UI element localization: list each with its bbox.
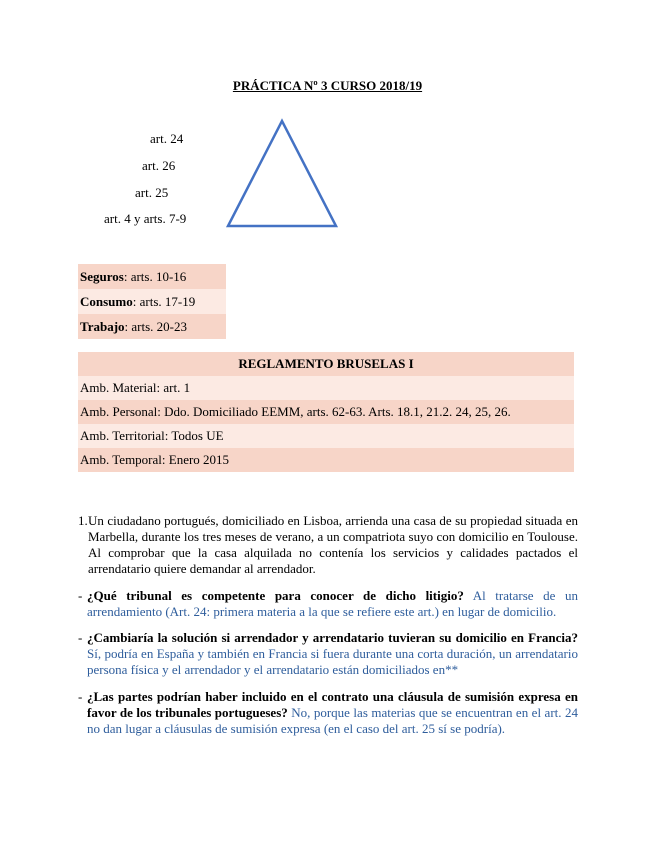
answer-text: No, porque las materias que se encuentran en el art. 24 no dan lugar a cláusulas de sumisión expresa (en el caso del art. 25 sí se podría). (87, 705, 578, 736)
regime-name: Consumo (80, 293, 133, 309)
bruselas-header: REGLAMENTO BRUSELAS I (78, 352, 574, 376)
question-text: ¿Cambiaría la solución si arrendador y arrendatario tuvieran su domicilio en Francia? (87, 630, 578, 645)
triangle-shape (228, 121, 336, 226)
triangle-label-art24: art. 24 (150, 131, 184, 146)
page-title: PRÁCTICA Nº 3 CURSO 2018/19 (232, 78, 423, 93)
question-text: ¿Qué tribunal es competente para conocer de dicho litigio? (87, 588, 464, 603)
bruselas-row-territorial: Amb. Territorial: Todos UE (78, 424, 574, 448)
triangle-diagram (225, 118, 340, 230)
regime-name: Seguros (80, 268, 124, 284)
regime-articles: : arts. 10-16 (123, 268, 187, 284)
regime-articles: : arts. 20-23 (124, 318, 188, 334)
case-statement (78, 513, 578, 577)
question-1 (78, 588, 578, 620)
regime-articles: : arts. 17-19 (132, 293, 196, 309)
regime-row-trabajo (78, 314, 226, 339)
bruselas-table (78, 352, 574, 472)
case-text: Un ciudadano portugués, domiciliado en Lisboa, arrienda una casa de su propiedad situada en Marbella, durante los tres meses de verano, a un compatriota suyo con domicilio en Toulouse. Al comprobar que la casa alquilada no contenía los servicios y calidades pactados el arrendatario quiere demandar al arrendador. (88, 513, 578, 576)
question-2 (78, 630, 578, 678)
bruselas-row-temporal: Amb. Temporal: Enero 2015 (78, 448, 574, 472)
question-dash: - (78, 689, 83, 704)
regime-row-consumo (78, 289, 226, 314)
regime-name: Trabajo (80, 318, 125, 334)
special-regimes-table (78, 264, 226, 339)
question-dash: - (78, 588, 83, 603)
answer-text: Sí, podría en España y también en Francia si fuera durante una corta duración, un arrendatario persona física y el arrendador y el arrendatario están domiciliados en** (87, 646, 578, 677)
question-3 (78, 689, 578, 737)
triangle-label-art25: art. 25 (135, 185, 169, 200)
question-text: ¿Las partes podrían haber incluido en el contrato una cláusula de sumisión expresa en favor de los tribunales portugueses? (87, 689, 578, 720)
case-number: 1. (78, 513, 88, 528)
regime-row-seguros (78, 264, 226, 289)
question-dash: - (78, 630, 83, 645)
triangle-label-art26: art. 26 (142, 158, 176, 173)
bruselas-row-material: Amb. Material: art. 1 (78, 376, 574, 400)
bruselas-row-personal: Amb. Personal: Ddo. Domiciliado EEMM, arts. 62-63. Arts. 18.1, 21.2. 24, 25, 26. (78, 400, 574, 424)
answer-text: Al tratarse de un arrendamiento (Art. 24: primera materia a la que se refiere este art.) en lugar de domicilio. (87, 588, 578, 619)
triangle-label-art4: art. 4 y arts. 7-9 (104, 211, 187, 226)
